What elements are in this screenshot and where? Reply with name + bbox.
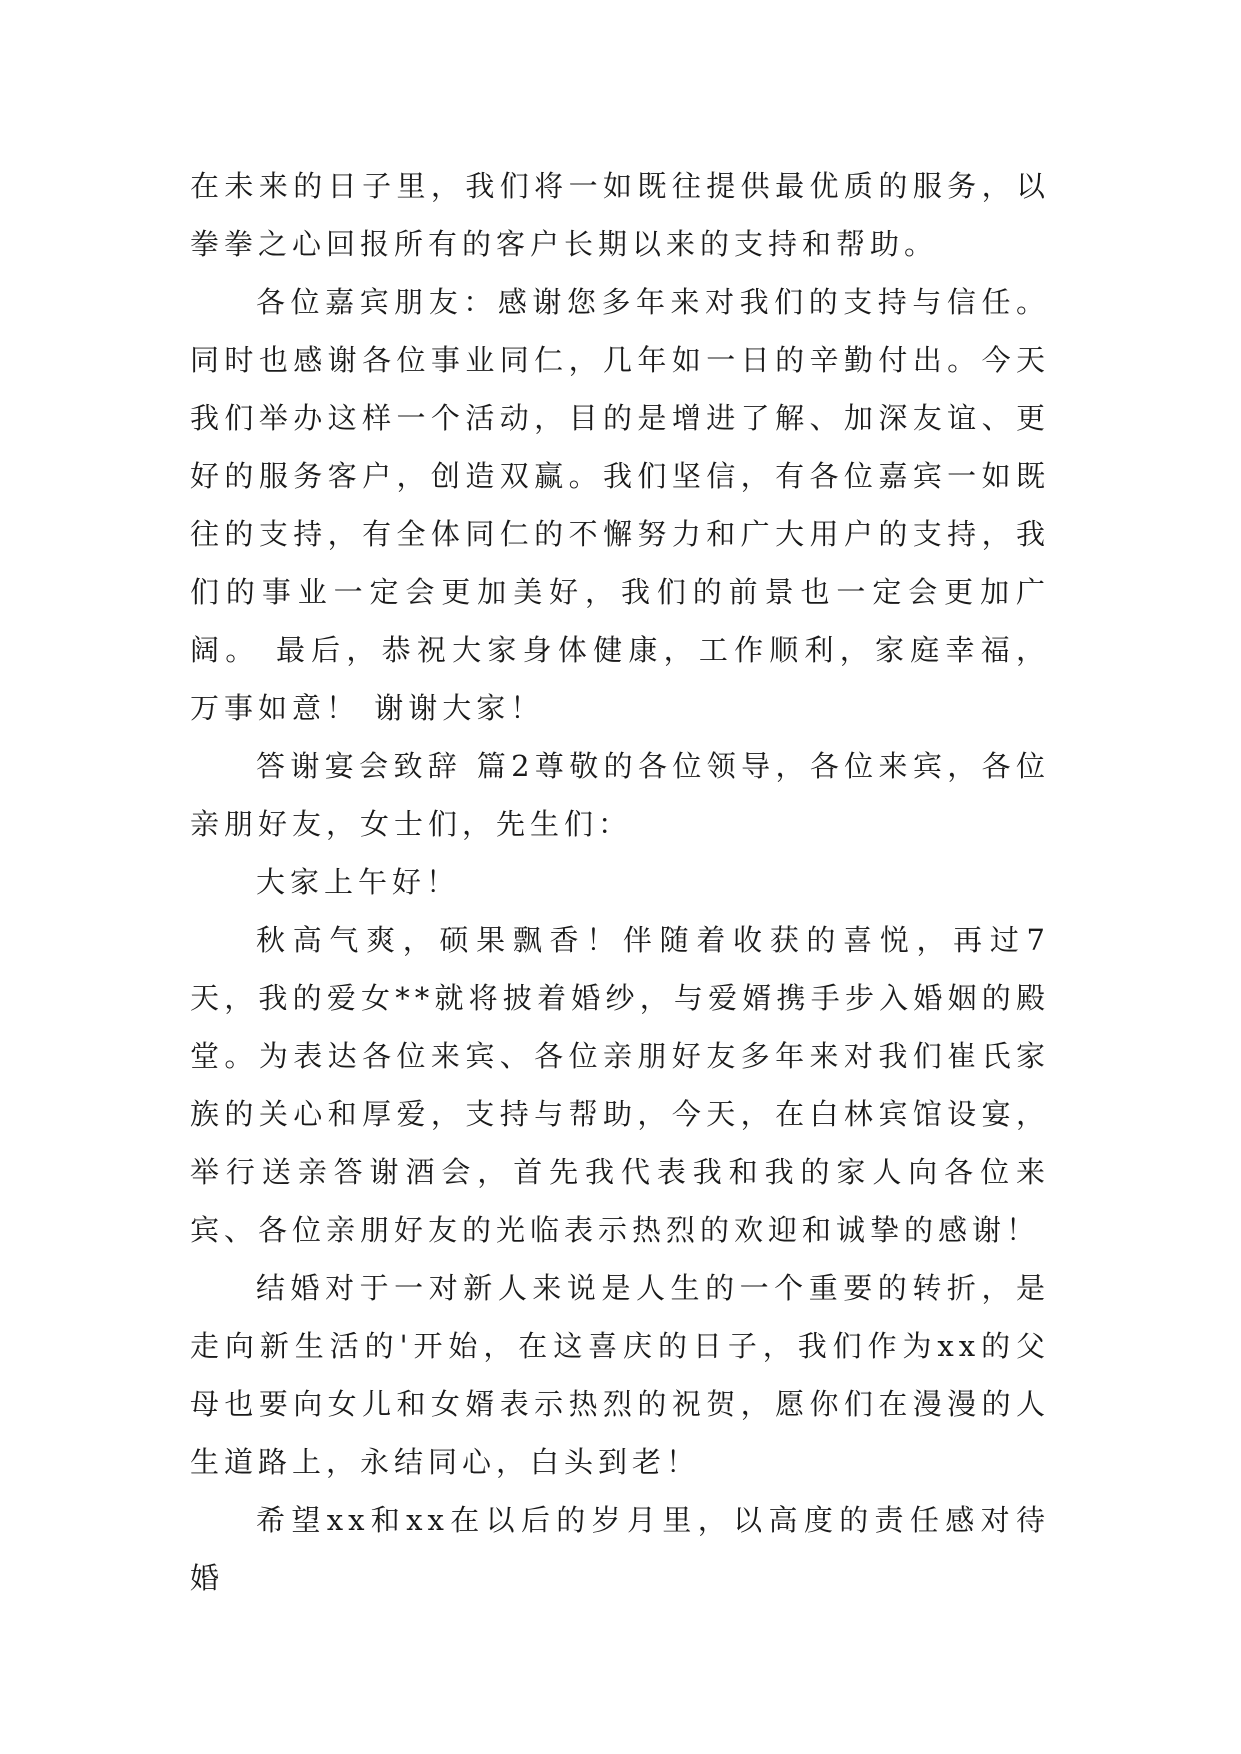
- paragraph-5: 秋高气爽，硕果飘香！伴随着收获的喜悦，再过7天，我的爱女**就将披着婚纱，与爱婿携手步入婚姻的殿堂。为表达各位来宾、各位亲朋好友多年来对我们崔氏家族的关心和厚爱，支持与帮助，今天，在白林宾馆设宴，举行送亲答谢酒会，首先我代表我和我的家人向各位来宾、各位亲朋好友的光临表示热烈的欢迎和诚挚的感谢！: [190, 923, 1050, 1247]
- paragraph-4: 大家上午好！: [256, 865, 461, 899]
- paragraph-6: 结婚对于一对新人来说是人生的一个重要的转折，是走向新生活的'开始，在这喜庆的日子，我们作为xx的父母也要向女儿和女婿表示热烈的祝贺，愿你们在漫漫的人生道路上，永结同心，白头到老！: [190, 1271, 1050, 1479]
- paragraph-7: 希望xx和xx在以后的岁月里，以高度的责任感对待婚: [190, 1503, 1050, 1595]
- paragraph-1: 在未来的日子里，我们将一如既往提供最优质的服务，以拳拳之心回报所有的客户长期以来的支持和帮助。: [190, 169, 1050, 261]
- document-body: [190, 157, 1050, 1607]
- paragraph-3: 答谢宴会致辞 篇2尊敬的各位领导，各位来宾，各位亲朋好友，女士们，先生们：: [190, 749, 1050, 841]
- paragraph-2: 各位嘉宾朋友：感谢您多年来对我们的支持与信任。同时也感谢各位事业同仁，几年如一日的辛勤付出。今天我们举办这样一个活动，目的是增进了解、加深友谊、更好的服务客户，创造双赢。我们坚信，有各位嘉宾一如既往的支持，有全体同仁的不懈努力和广大用户的支持，我们的事业一定会更加美好，我们的前景也一定会更加广阔。 最后，恭祝大家身体健康，工作顺利，家庭幸福，万事如意！ 谢谢大家！: [190, 285, 1050, 725]
